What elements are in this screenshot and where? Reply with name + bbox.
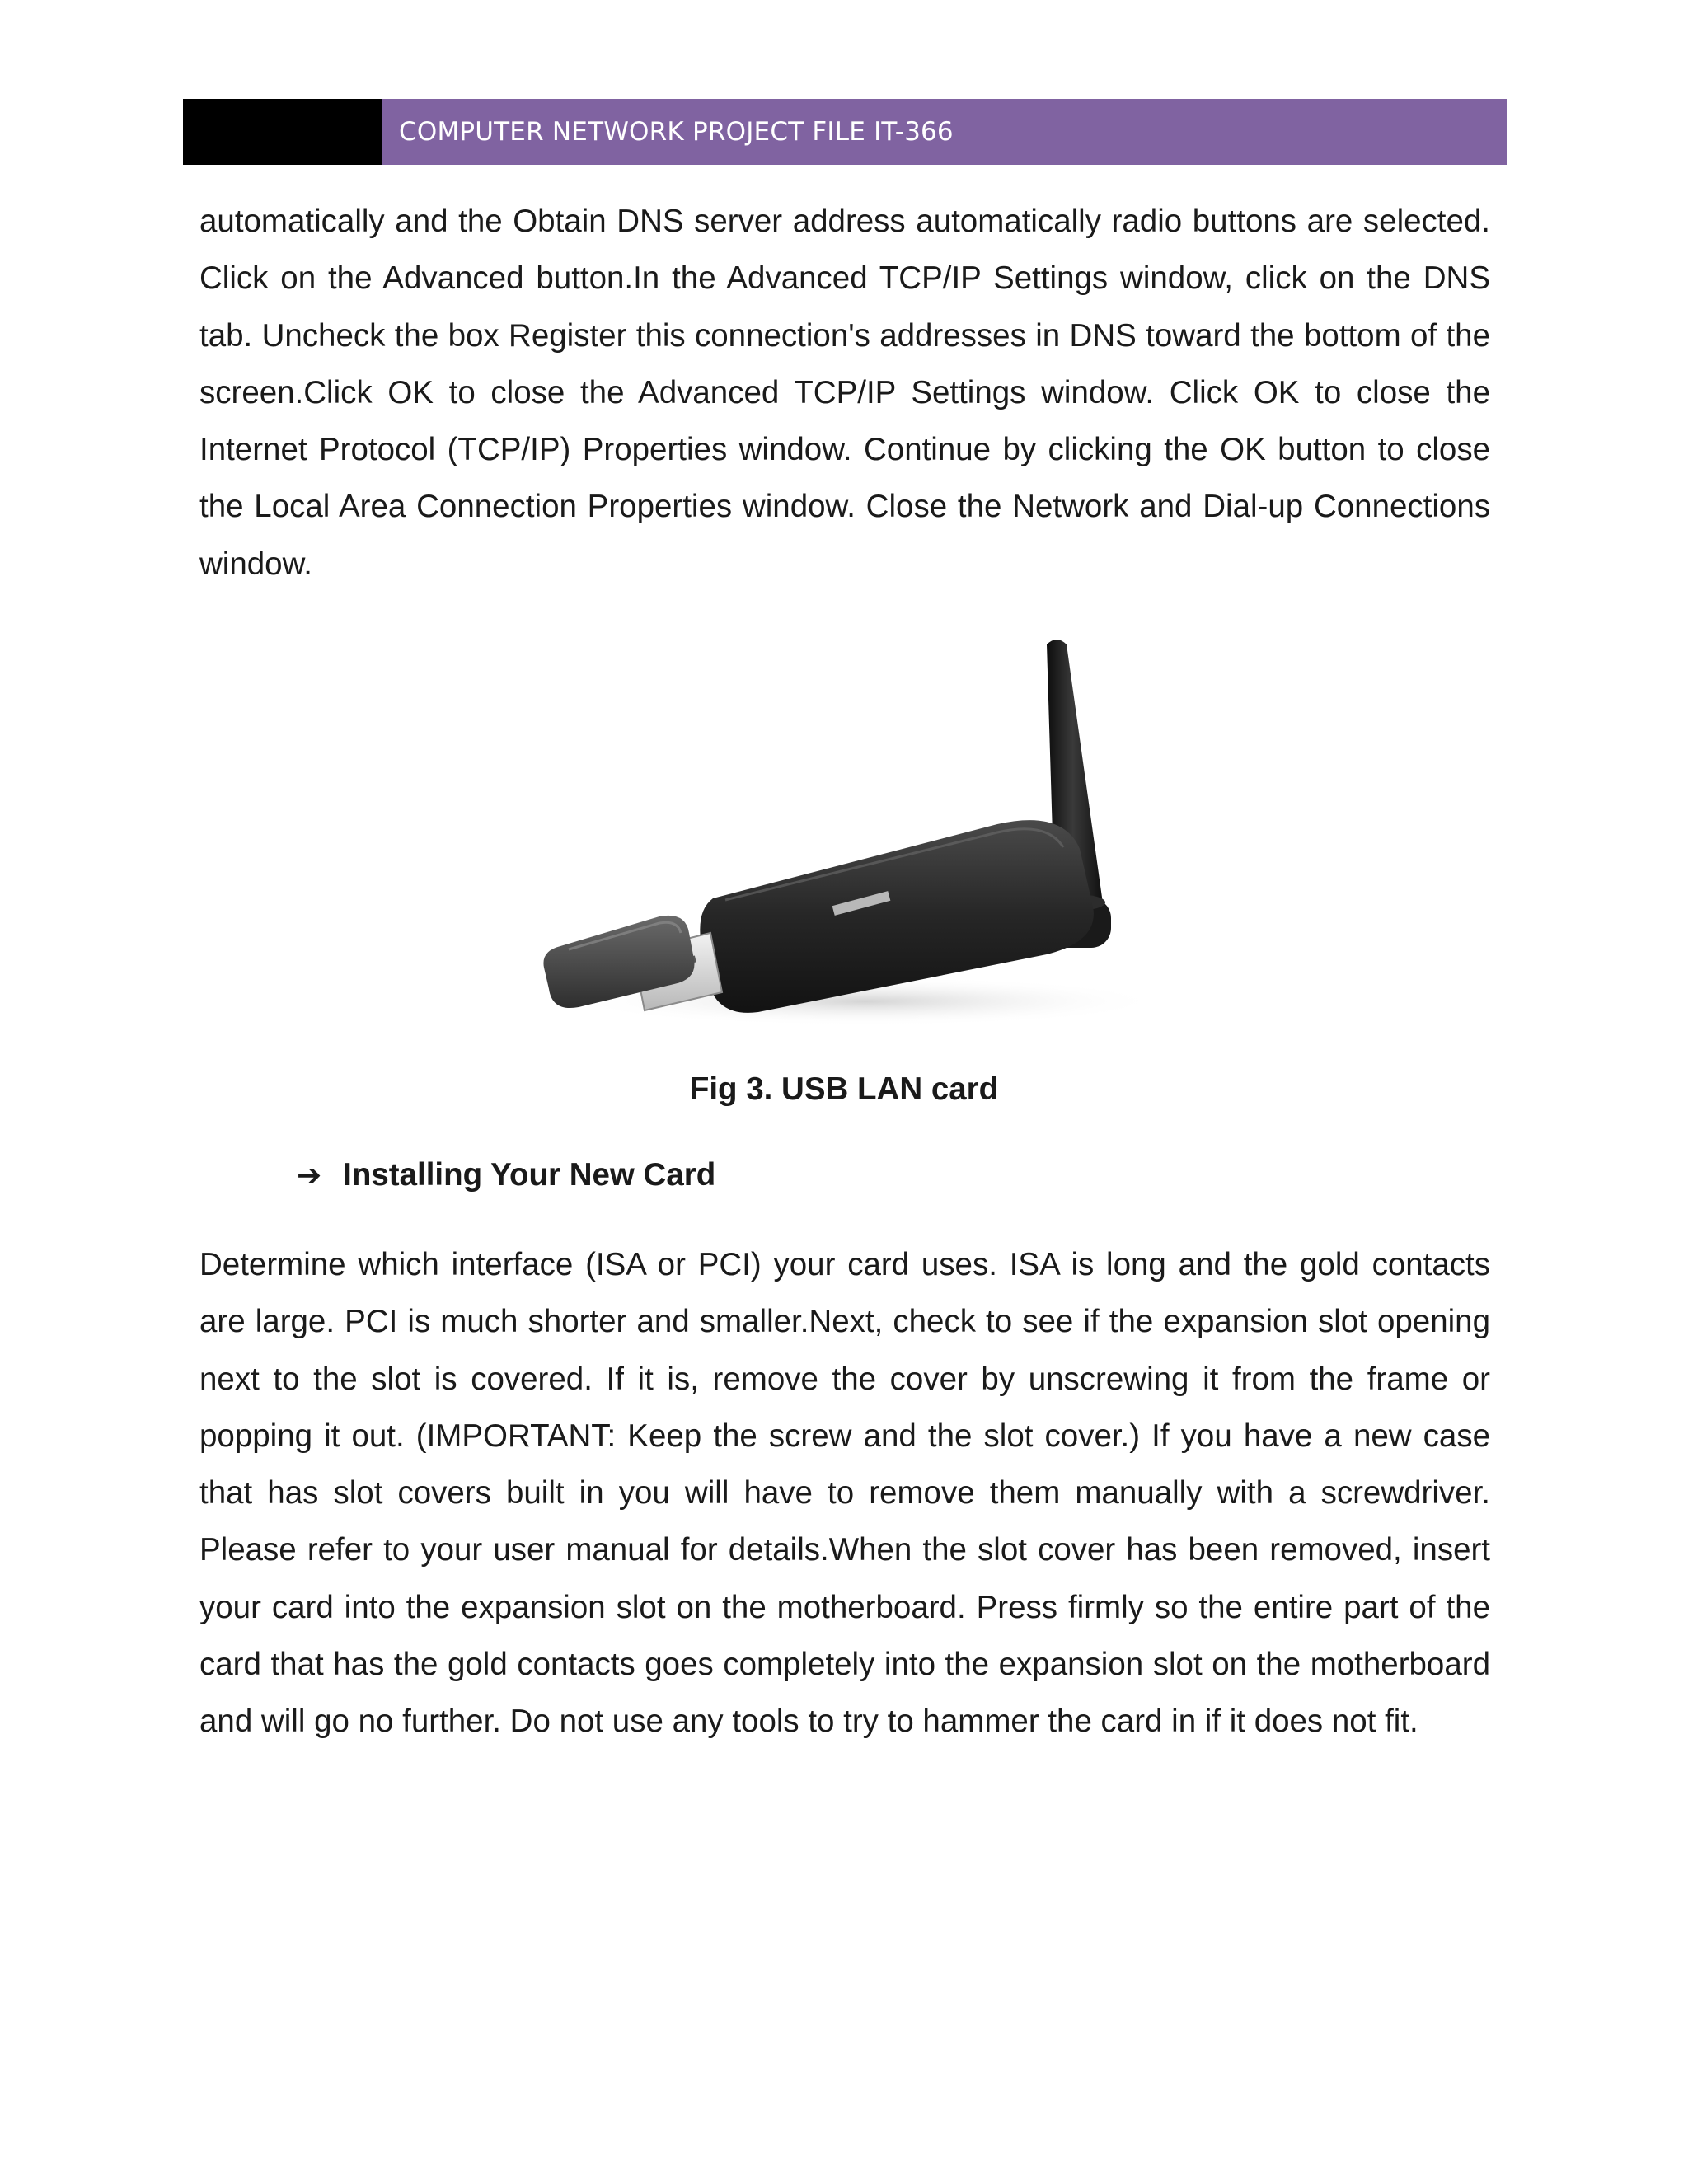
header-black-block	[183, 99, 382, 165]
page-header	[183, 99, 1507, 165]
header-title-bar	[382, 99, 1507, 165]
arrow-right-icon: ➔	[297, 1158, 322, 1193]
section-heading-text: Installing Your New Card	[343, 1157, 716, 1193]
header-title: COMPUTER NETWORK PROJECT FILE IT-366	[399, 117, 954, 147]
paragraph-network-settings: automatically and the Obtain DNS server address automatically radio buttons are selected. Click on the Advanced button.In the Advanced TCP/IP Settings window, click on the DNS tab. Uncheck the box Register this connection's addresses in DNS toward the bottom of the screen.Click OK to close the Advanced TCP/IP Settings window. Click OK to close the Internet Protocol (TCP/IP) Properties window. Continue by clicking the OK button to close the Local Area Connection Properties window. Close the Network and Dial-up Connections window.	[199, 204, 1490, 582]
figure-caption: Fig 3. USB LAN card	[689, 1071, 999, 1107]
usb-lan-card-image	[536, 626, 1162, 1030]
paragraph-installing-card: Determine which interface (ISA or PCI) your card uses. ISA is long and the gold contacts are large. PCI is much shorter and smaller.Next, check to see if the expansion slot opening next to the slot is covered. If it is, remove the cover by unscrewing it from the frame or popping it out. (IMPORTANT: Keep the screw and the slot cover.) If you have a new case that has slot covers built in you will have to remove them manually with a screwdriver. Please refer to your user manual for details.When the slot cover has been removed, insert your card into the expansion slot on the motherboard. Press firmly so the entire part of the card that has the gold contacts goes completely into the expansion slot on the motherboard and will go no further. Do not use any tools to try to hammer the card in if it does not fit.	[199, 1247, 1490, 1740]
section-heading	[297, 1157, 715, 1193]
